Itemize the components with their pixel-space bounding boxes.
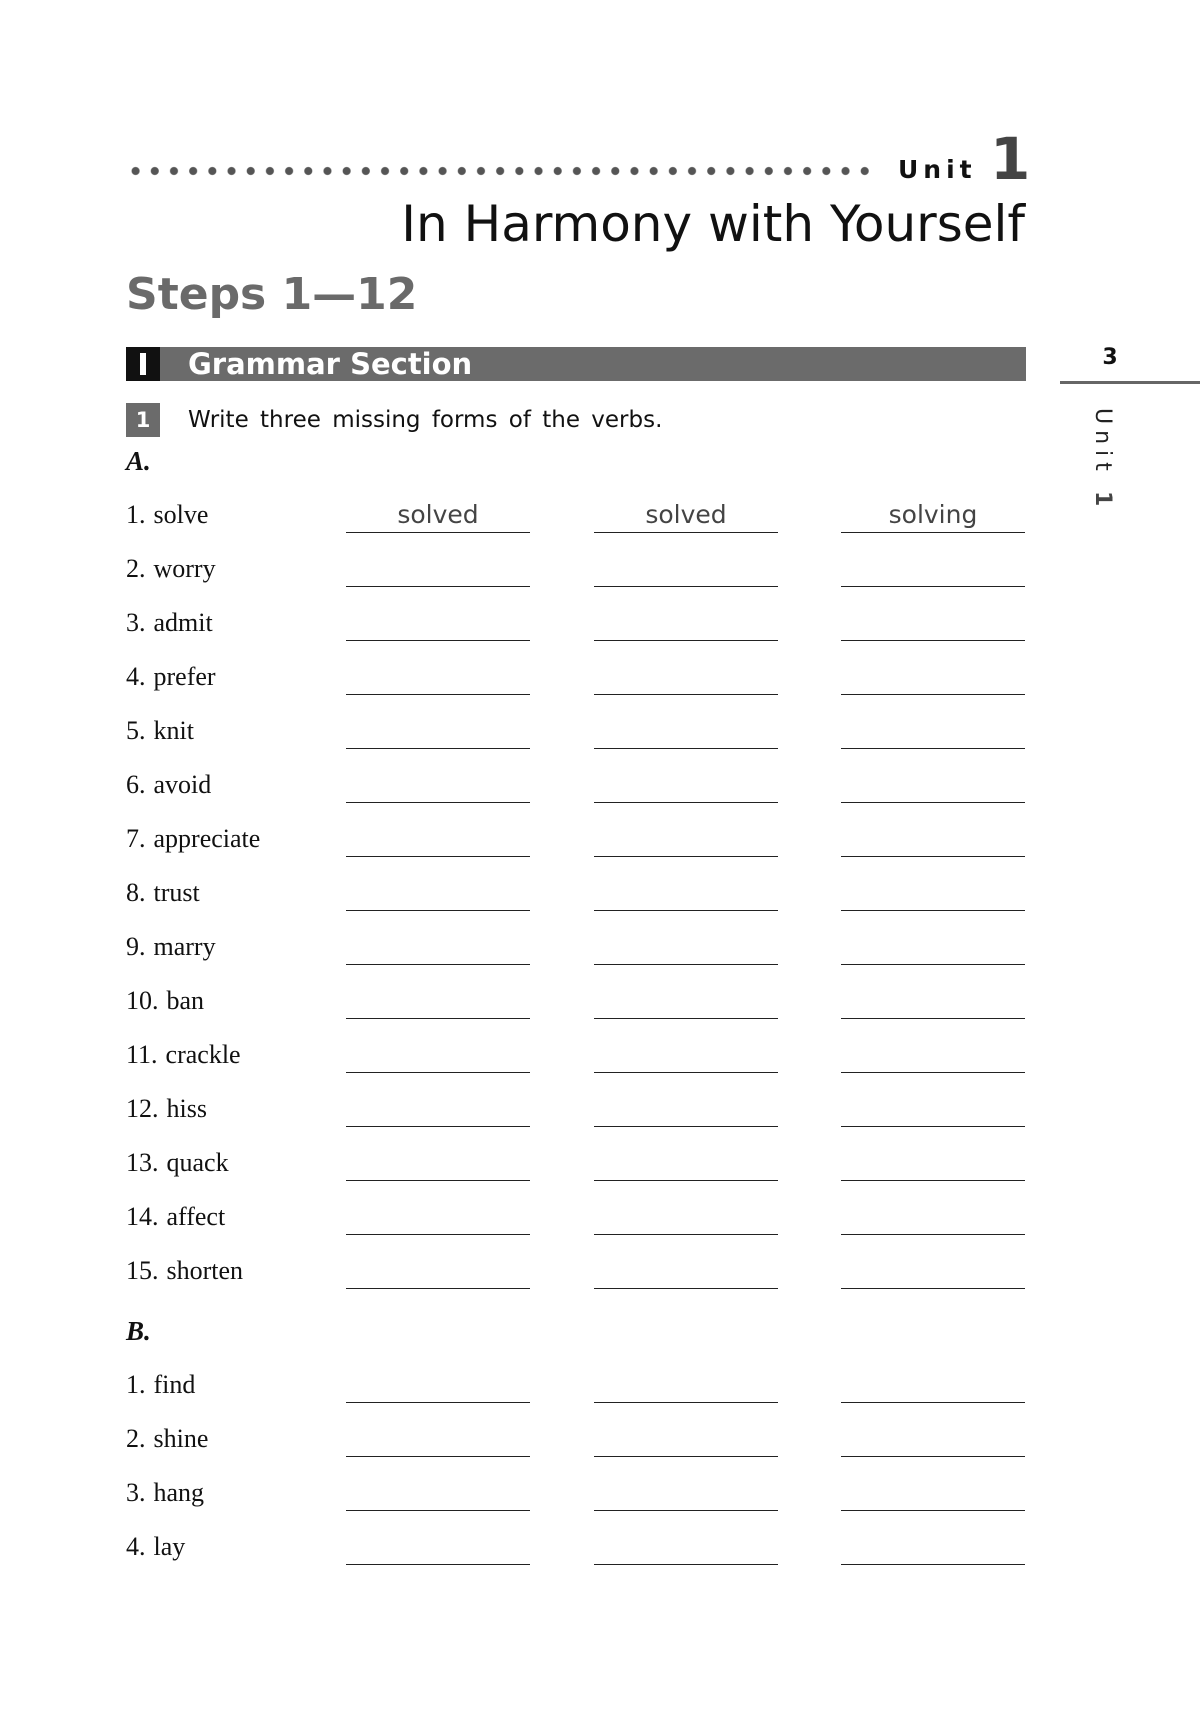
item-number: 12. xyxy=(126,1094,159,1123)
answer-blank[interactable] xyxy=(594,712,778,749)
answer-blank[interactable] xyxy=(594,1090,778,1127)
exercise-row xyxy=(0,1363,1200,1403)
exercise-row xyxy=(0,1525,1200,1565)
answer-blank[interactable] xyxy=(346,550,530,587)
exercise-row xyxy=(0,1417,1200,1457)
verb-label xyxy=(126,1037,241,1073)
base-verb: trust xyxy=(153,878,200,907)
verb-label xyxy=(126,497,208,533)
verb-label xyxy=(126,551,216,587)
answer-blank[interactable] xyxy=(594,982,778,1019)
item-number: 5. xyxy=(126,716,146,745)
exercise-row xyxy=(0,1033,1200,1073)
item-number: 9. xyxy=(126,932,146,961)
answer-blank[interactable] xyxy=(594,1366,778,1403)
exercise-row xyxy=(0,763,1200,803)
exercise-row xyxy=(0,979,1200,1019)
answer-blank[interactable] xyxy=(594,1474,778,1511)
item-number: 6. xyxy=(126,770,146,799)
answer-blank[interactable] xyxy=(841,820,1025,857)
answer-blank[interactable] xyxy=(594,766,778,803)
task-instruction: Write three missing forms of the verbs. xyxy=(188,407,663,433)
base-verb: crackle xyxy=(165,1040,241,1069)
answer-blank[interactable]: solved xyxy=(594,496,778,533)
base-verb: shorten xyxy=(166,1256,244,1285)
answer-blank[interactable] xyxy=(594,658,778,695)
verb-label xyxy=(126,1529,185,1565)
unit-title: In Harmony with Yourself xyxy=(401,195,1025,253)
verb-label xyxy=(126,713,194,749)
answer-blank[interactable] xyxy=(594,874,778,911)
section-header-bar xyxy=(126,347,1026,381)
item-number: 2. xyxy=(126,1424,146,1453)
answer-blank[interactable] xyxy=(346,874,530,911)
answer-blank[interactable] xyxy=(841,1198,1025,1235)
answer-blank[interactable] xyxy=(346,604,530,641)
answer-blank[interactable] xyxy=(346,1036,530,1073)
base-verb: hiss xyxy=(166,1094,207,1123)
answer-blank[interactable] xyxy=(841,604,1025,641)
verb-label xyxy=(126,1421,208,1457)
answer-blank[interactable] xyxy=(841,1090,1025,1127)
answer-blank[interactable] xyxy=(841,1474,1025,1511)
answer-blank[interactable] xyxy=(841,1420,1025,1457)
item-number: 15. xyxy=(126,1256,159,1285)
answer-blank[interactable] xyxy=(841,1252,1025,1289)
answer-blank[interactable] xyxy=(346,1198,530,1235)
exercise-row xyxy=(0,601,1200,641)
exercise-row xyxy=(0,1471,1200,1511)
side-unit-number: 1 xyxy=(1090,490,1115,513)
item-number: 2. xyxy=(126,554,146,583)
dotted-leader xyxy=(126,166,874,176)
verb-label xyxy=(126,1145,229,1181)
page-number: 3 xyxy=(1102,345,1118,370)
verb-label xyxy=(126,929,216,965)
verb-label xyxy=(126,1199,225,1235)
answer-blank[interactable]: solved xyxy=(346,496,530,533)
part-label: B. xyxy=(126,1316,151,1346)
base-verb: marry xyxy=(153,932,216,961)
unit-number: 1 xyxy=(990,125,1031,193)
base-verb: knit xyxy=(153,716,194,745)
item-number: 4. xyxy=(126,1532,146,1561)
base-verb: avoid xyxy=(153,770,212,799)
item-number: 3. xyxy=(126,608,146,637)
answer-blank[interactable] xyxy=(346,1528,530,1565)
answer-blank[interactable] xyxy=(841,928,1025,965)
answer-blank[interactable] xyxy=(841,658,1025,695)
answer-blank[interactable] xyxy=(346,1474,530,1511)
task-number-badge: 1 xyxy=(126,403,160,437)
answer-blank[interactable] xyxy=(346,1252,530,1289)
answer-blank[interactable] xyxy=(594,928,778,965)
item-number: 10. xyxy=(126,986,159,1015)
answer-blank[interactable] xyxy=(346,712,530,749)
verb-label xyxy=(126,821,260,857)
section-marker-icon xyxy=(126,347,160,381)
answer-blank[interactable] xyxy=(841,1036,1025,1073)
answer-blank[interactable]: solving xyxy=(841,496,1025,533)
unit-label: Unit xyxy=(898,155,977,184)
item-number: 4. xyxy=(126,662,146,691)
answer-blank[interactable] xyxy=(346,1144,530,1181)
answer-blank[interactable] xyxy=(594,550,778,587)
answer-blank[interactable] xyxy=(841,712,1025,749)
answer-blank[interactable] xyxy=(594,604,778,641)
item-number: 1. xyxy=(126,500,146,529)
verb-label xyxy=(126,1091,207,1127)
base-verb: find xyxy=(153,1370,196,1399)
exercise-row xyxy=(0,1141,1200,1181)
answer-blank[interactable] xyxy=(841,766,1025,803)
item-number: 1. xyxy=(126,1370,146,1399)
section-title: Grammar Section xyxy=(188,347,473,381)
answer-blank[interactable] xyxy=(841,1366,1025,1403)
answer-blank[interactable] xyxy=(346,820,530,857)
verb-label xyxy=(126,659,216,695)
base-verb: admit xyxy=(153,608,213,637)
verb-label xyxy=(126,875,200,911)
steps-title: Steps 1—12 xyxy=(126,269,418,320)
exercise-row xyxy=(0,1195,1200,1235)
answer-blank[interactable] xyxy=(841,874,1025,911)
base-verb: prefer xyxy=(153,662,216,691)
part-label: A. xyxy=(126,446,151,476)
answer-blank[interactable] xyxy=(346,1090,530,1127)
answer-blank[interactable] xyxy=(841,550,1025,587)
item-number: 7. xyxy=(126,824,146,853)
base-verb: worry xyxy=(153,554,216,583)
answer-blank[interactable] xyxy=(841,1144,1025,1181)
verb-label xyxy=(126,1367,195,1403)
answer-blank[interactable] xyxy=(594,1252,778,1289)
answer-blank[interactable] xyxy=(594,1528,778,1565)
base-verb: solve xyxy=(153,500,209,529)
answer-blank[interactable] xyxy=(841,982,1025,1019)
answer-blank[interactable] xyxy=(594,820,778,857)
answer-blank[interactable] xyxy=(594,1036,778,1073)
base-verb: affect xyxy=(166,1202,226,1231)
exercise-row xyxy=(0,817,1200,857)
item-number: 3. xyxy=(126,1478,146,1507)
exercise-row xyxy=(0,1249,1200,1289)
verb-label xyxy=(126,605,213,641)
base-verb: ban xyxy=(166,986,205,1015)
exercise-row xyxy=(0,925,1200,965)
base-verb: shine xyxy=(153,1424,209,1453)
verb-label xyxy=(126,767,211,803)
exercise-row xyxy=(0,871,1200,911)
base-verb: lay xyxy=(153,1532,186,1561)
answer-blank[interactable] xyxy=(346,1420,530,1457)
answer-blank[interactable] xyxy=(346,928,530,965)
answer-blank[interactable] xyxy=(594,1144,778,1181)
item-number: 11. xyxy=(126,1040,158,1069)
side-unit-word: Unit xyxy=(1090,408,1115,477)
exercise-row xyxy=(0,655,1200,695)
answer-blank[interactable] xyxy=(346,766,530,803)
verb-label xyxy=(126,1253,243,1289)
answer-blank[interactable] xyxy=(346,1366,530,1403)
answer-blank[interactable] xyxy=(841,1528,1025,1565)
exercise-row xyxy=(0,547,1200,587)
answer-blank[interactable] xyxy=(594,1420,778,1457)
verb-label xyxy=(126,1475,204,1511)
item-number: 13. xyxy=(126,1148,159,1177)
base-verb: quack xyxy=(166,1148,229,1177)
item-number: 8. xyxy=(126,878,146,907)
base-verb: appreciate xyxy=(153,824,261,853)
exercise-row xyxy=(0,490,1200,533)
verb-label xyxy=(126,983,204,1019)
answer-blank[interactable] xyxy=(346,982,530,1019)
answer-blank[interactable] xyxy=(594,1198,778,1235)
item-number: 14. xyxy=(126,1202,159,1231)
exercise-row xyxy=(0,1087,1200,1127)
base-verb: hang xyxy=(153,1478,205,1507)
exercise-row xyxy=(0,709,1200,749)
page-number-rule xyxy=(1060,381,1200,384)
answer-blank[interactable] xyxy=(346,658,530,695)
